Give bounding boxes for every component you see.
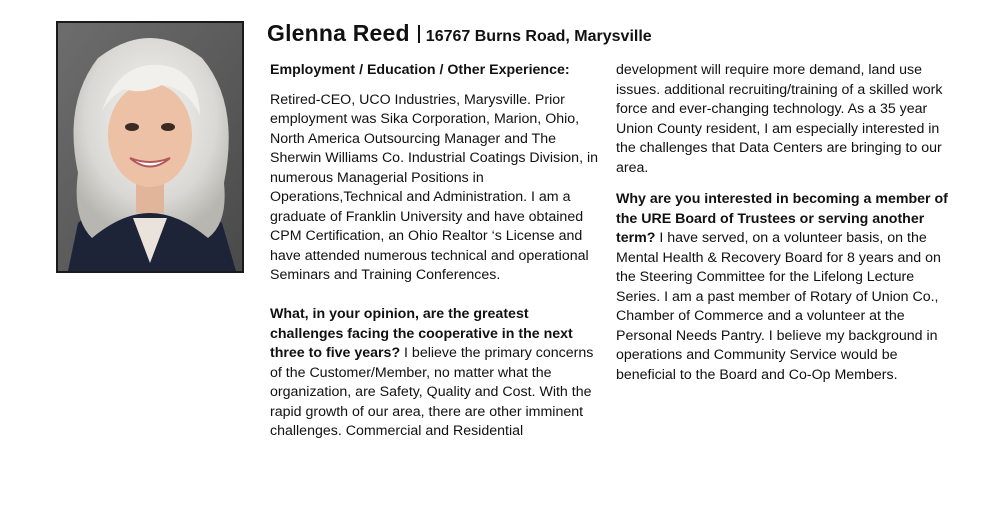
interest-answer: I have served, on a volunteer basis, on the Mental Health & Recovery Board for 8 years and on the Steering Committee for the Lifelong Lecture Series. I am a past member of Rotary of Union Co., Chamber of Commerce and a volunteer at the Personal Needs Pantry. I believe my background in operations and Community Service would be beneficial to the Board and Co-Op Members. xyxy=(616,230,941,383)
candidate-photo xyxy=(56,21,244,273)
challenges-question: What, in your opinion, are the greatest challenges facing the cooperative in the next three to five years? xyxy=(270,306,573,361)
column-left xyxy=(270,61,604,442)
candidate-name: Glenna Reed xyxy=(267,20,410,46)
challenges-answer: I believe the primary concerns of the Customer/Member, no matter what the organization, are Safety, Quality and Cost. With the rapid growth of our area, there are other imminent challenges. Commercial and Residential xyxy=(270,345,594,439)
interest-paragraph xyxy=(616,190,952,385)
candidate-address: 16767 Burns Road, Marysville xyxy=(425,28,652,45)
column-right xyxy=(616,61,952,385)
portrait-image xyxy=(58,23,242,271)
experience-body: Retired-CEO, UCO Industries, Marysville. Prior employment was Sika Corporation, Marion, Ohio, North America Outsourcing Manager and The Sherwin Williams Co. Industrial Coatings Division, in numerous Managerial Positions in Operations,Technical and Administration. I am a graduate of Franklin University and have obtained CPM Certification, an Ohio Realtor ‘s License and have attended numerous technical and operational Seminars and Training Conferences. xyxy=(270,91,599,283)
divider xyxy=(418,25,420,43)
challenges-paragraph xyxy=(270,305,604,442)
candidate-header xyxy=(267,20,652,47)
column-right-text: development will require more demand, land use issues. additional recruiting/training of a skilled work force and ever-changing technology. As a 35 year Union County resident, I am especially interested in the challenges that Data Centers are bringing to our area. xyxy=(616,62,943,176)
interest-question: Why are you interested in becoming a member of the URE Board of Trustees or serving another term? xyxy=(616,191,948,246)
experience-heading: Employment / Education / Other Experience: xyxy=(270,62,570,78)
